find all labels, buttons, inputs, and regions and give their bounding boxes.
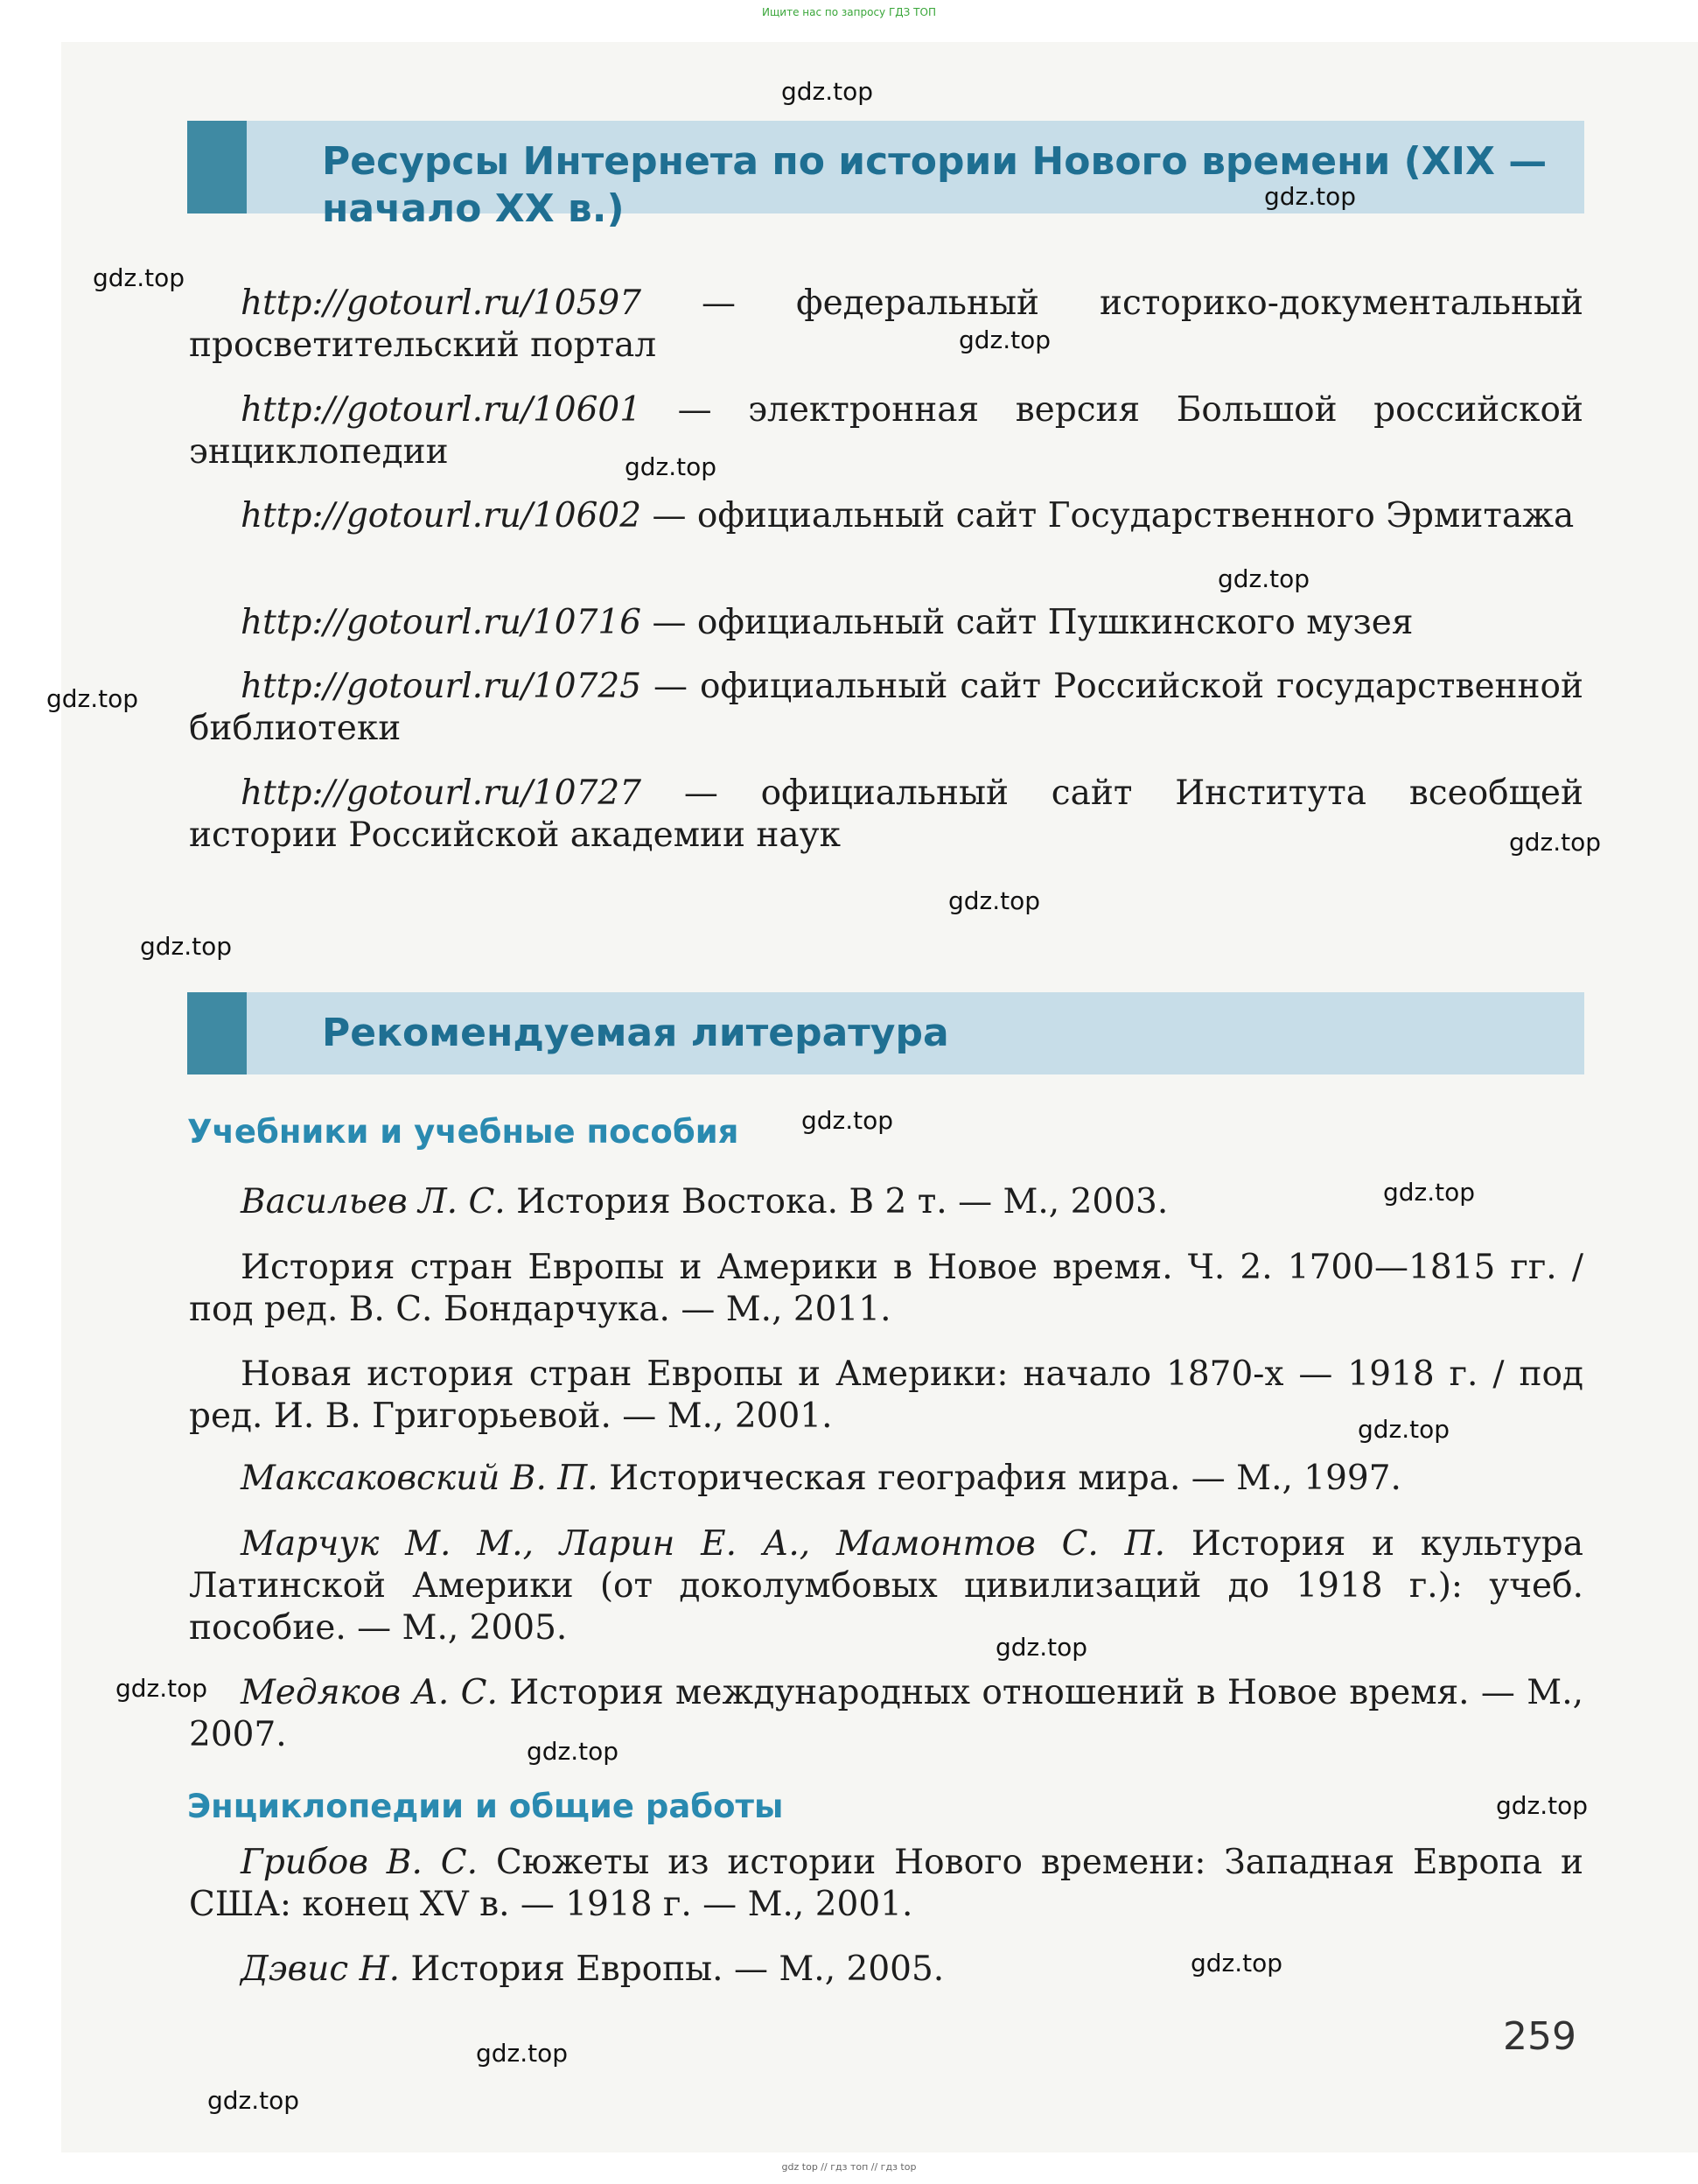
watermark: gdz.top bbox=[140, 932, 233, 961]
book-text: Историческая география мира. — М., 1997. bbox=[597, 1459, 1401, 1498]
link-description: — официальный сайт Государственного Эрмитажа bbox=[641, 496, 1575, 536]
book-author: Грибов В. С. bbox=[241, 1843, 479, 1882]
header-accent-bar bbox=[187, 121, 247, 214]
subheading-textbooks: Учебники и учебные пособия bbox=[187, 1113, 739, 1151]
link-description: — официальный сайт Пушкинского музея bbox=[641, 603, 1414, 642]
watermark: gdz.top bbox=[801, 1106, 894, 1135]
book-text: Новая история стран Европы и Америки: начало 1870-х — 1918 г. / под ред. И. В. Григорьевой. — М., 2001. bbox=[189, 1354, 1583, 1436]
section-title: Ресурсы Интернета по истории Нового времени (XIX — начало XX в.) bbox=[322, 139, 1548, 231]
book-entry bbox=[189, 1181, 1583, 1223]
watermark: gdz.top bbox=[625, 452, 717, 481]
watermark: gdz.top bbox=[46, 684, 139, 713]
top-note: Ищите нас по запросу ГДЗ ТОП bbox=[762, 6, 936, 18]
bottom-note: gdz top // гдз топ // гдз top bbox=[781, 2161, 917, 2173]
watermark: gdz.top bbox=[1383, 1178, 1476, 1207]
watermark: gdz.top bbox=[948, 886, 1041, 915]
link-description: — федеральный историко-документальный просветительский портал bbox=[189, 284, 1583, 365]
book-author: Максаковский В. П. bbox=[241, 1459, 598, 1498]
link-description: — официальный сайт Российской государственной библиотеки bbox=[189, 667, 1583, 748]
link-entry bbox=[189, 602, 1583, 644]
link-entry bbox=[189, 495, 1583, 537]
book-author: Васильев Л. С. bbox=[241, 1182, 506, 1222]
watermark: gdz.top bbox=[207, 2086, 300, 2115]
book-text: История международных отношений в Новое время. — М., 2007. bbox=[189, 1673, 1583, 1754]
book-author: Дэвис Н. bbox=[241, 1950, 401, 1989]
watermark: gdz.top bbox=[1496, 1791, 1589, 1820]
book-text: История стран Европы и Америки в Новое время. Ч. 2. 1700—1815 гг. / под ред. В. С. Бондарчука. — М., 2011. bbox=[189, 1248, 1583, 1329]
watermark: gdz.top bbox=[781, 77, 874, 106]
section-header-internet-resources bbox=[187, 121, 1584, 231]
link-entry bbox=[189, 666, 1583, 750]
book-text: История Европы. — М., 2005. bbox=[400, 1950, 945, 1989]
page-number: 259 bbox=[1503, 2014, 1576, 2059]
watermark: gdz.top bbox=[1264, 182, 1357, 211]
watermark: gdz.top bbox=[93, 263, 185, 292]
watermark: gdz.top bbox=[959, 326, 1052, 354]
link-url[interactable]: http://gotourl.ru/10602 bbox=[241, 496, 642, 536]
section-title: Рекомендуемая литература bbox=[322, 1011, 949, 1055]
link-entry bbox=[189, 773, 1583, 857]
book-entry bbox=[189, 1672, 1583, 1756]
book-text: История и культура Латинской Америки (от доколумбовых цивилизаций до 1918 г.): учеб. пособие. — М., 2005. bbox=[189, 1524, 1583, 1648]
link-entry bbox=[189, 389, 1583, 473]
watermark: gdz.top bbox=[1218, 564, 1310, 593]
link-url[interactable]: http://gotourl.ru/10601 bbox=[241, 390, 642, 430]
watermark: gdz.top bbox=[476, 2039, 569, 2068]
book-author: Медяков А. С. bbox=[241, 1673, 498, 1712]
book-entry bbox=[189, 1949, 1583, 1991]
subheading-encyclopedias: Энциклопедии и общие работы bbox=[187, 1788, 784, 1825]
link-description: — электронная версия Большой российской энциклопедии bbox=[189, 390, 1583, 472]
book-entry bbox=[189, 1458, 1583, 1500]
watermark: gdz.top bbox=[115, 1674, 208, 1703]
section-header-recommended-literature bbox=[187, 992, 1584, 1074]
book-text: История Востока. В 2 т. — М., 2003. bbox=[505, 1182, 1169, 1222]
book-entry bbox=[189, 1842, 1583, 1926]
book-entry bbox=[189, 1247, 1583, 1331]
book-entry bbox=[189, 1523, 1583, 1649]
header-accent-bar bbox=[187, 992, 247, 1074]
link-url[interactable]: http://gotourl.ru/10727 bbox=[241, 774, 642, 813]
watermark: gdz.top bbox=[1358, 1415, 1450, 1444]
watermark: gdz.top bbox=[527, 1737, 619, 1766]
watermark: gdz.top bbox=[1191, 1949, 1283, 1978]
book-author: Марчук М. М., Ларин Е. А., Мамонтов С. П. bbox=[241, 1524, 1166, 1564]
link-url[interactable]: http://gotourl.ru/10716 bbox=[241, 603, 642, 642]
link-url[interactable]: http://gotourl.ru/10725 bbox=[241, 667, 642, 706]
watermark: gdz.top bbox=[996, 1633, 1088, 1662]
link-entry bbox=[189, 283, 1583, 367]
book-text: Сюжеты из истории Нового времени: Западная Европа и США: конец XV в. — 1918 г. — М., 2001. bbox=[189, 1843, 1583, 1924]
link-url[interactable]: http://gotourl.ru/10597 bbox=[241, 284, 642, 323]
link-description: — официальный сайт Института всеобщей истории Российской академии наук bbox=[189, 774, 1583, 855]
watermark: gdz.top bbox=[1509, 828, 1602, 857]
